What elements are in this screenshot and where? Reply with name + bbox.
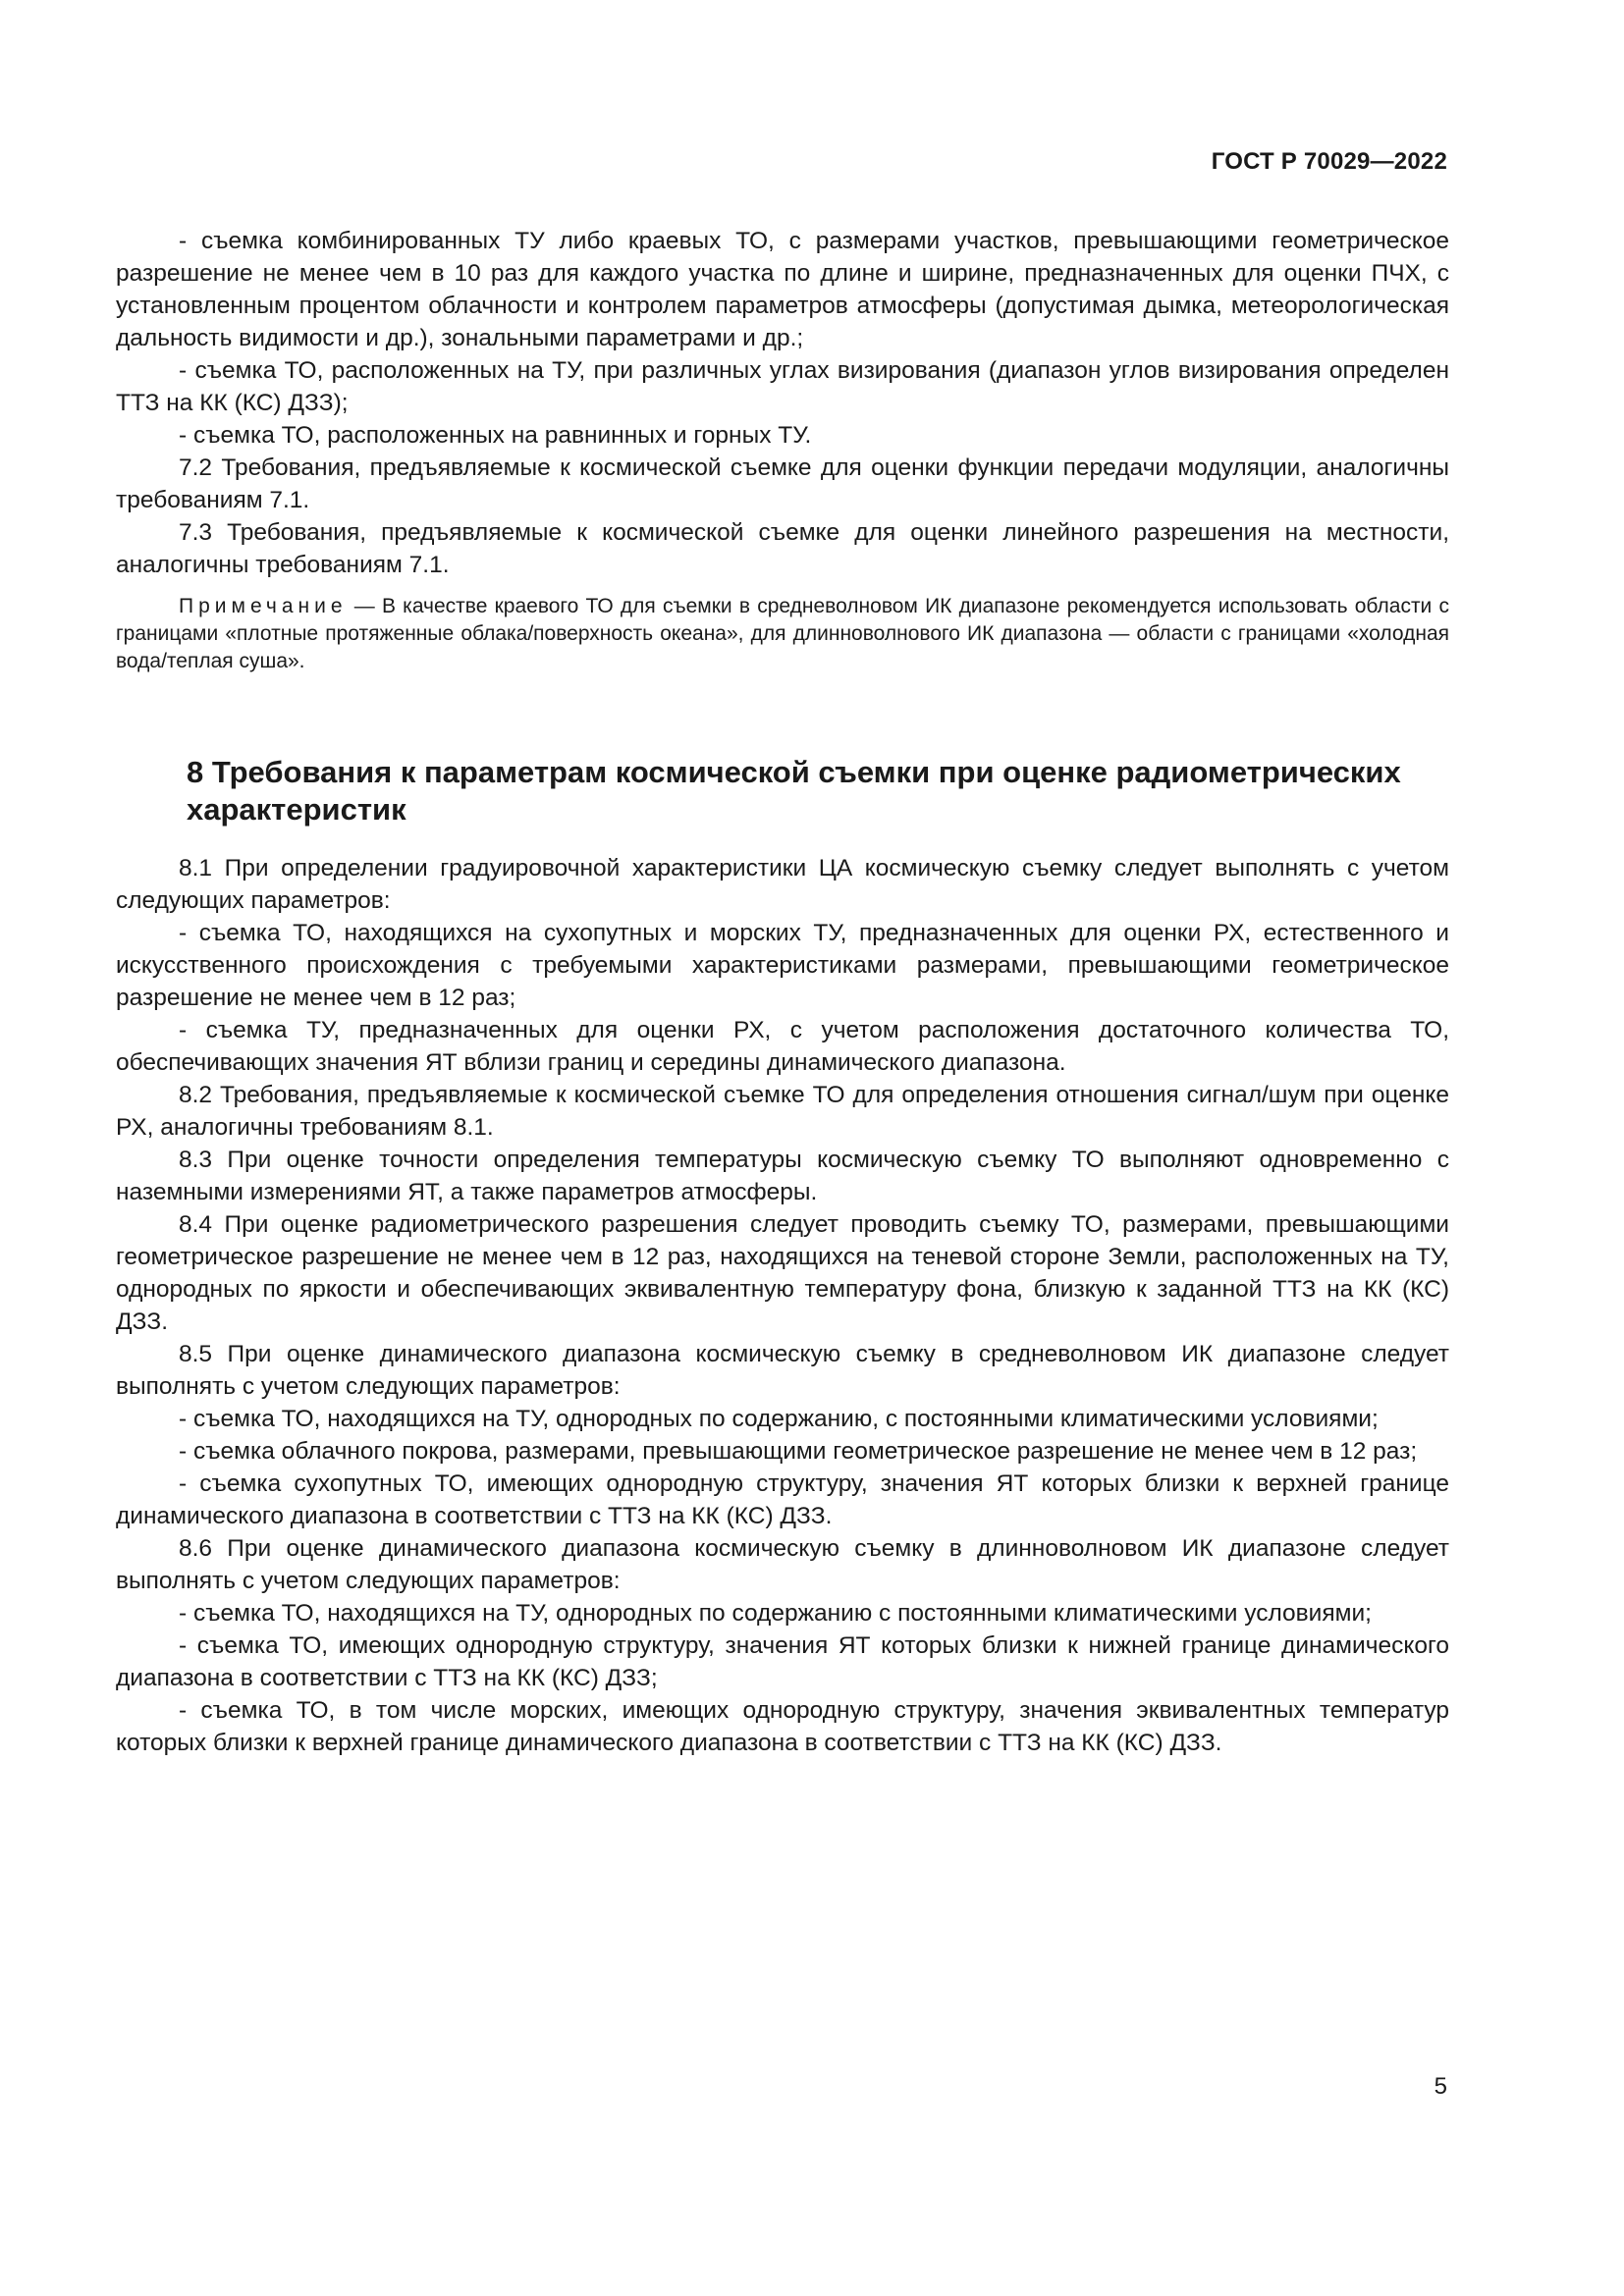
paragraph-8-4: 8.4 При оценке радиометрического разрешения следует проводить съемку ТО, размерами, превышающими геометрическое разрешение не менее чем в 12 раз, находящихся на теневой стороне Земли, расположенных на ТУ, однородных по яркости и обеспечивающих эквивалентную температуру фона, близкую к заданной ТТЗ на КК (КС) ДЗЗ. [116,1211,1449,1335]
section-8-body [116,852,1449,1759]
list-item-8-5-c: - съемка сухопутных ТО, имеющих однородную структуру, значения ЯТ которых близки к верхней границе динамического диапазона в соответствии с ТТЗ на КК (КС) ДЗЗ. [116,1470,1449,1529]
section-7-continuation [116,225,1449,675]
section-8 [116,754,1449,828]
document-header-id: ГОСТ Р 70029—2022 [1211,148,1447,175]
list-item-8-5-a: - съемка ТО, находящихся на ТУ, однородных по содержанию, с постоянными климатическими условиями; [179,1406,1379,1432]
note-block [116,593,1449,675]
section-8-heading: 8 Требования к параметрам космической съемки при оценке радиометрических характеристик [187,755,1401,827]
list-item-survey-angles: - съемка ТО, расположенных на ТУ, при различных углах визирования (диапазон углов визирования определен ТТЗ на КК (КС) ДЗЗ); [116,357,1449,416]
page-number: 5 [1434,2073,1447,2100]
list-item-8-1-b: - съемка ТУ, предназначенных для оценки РХ, с учетом расположения достаточного количества ТО, обеспечивающих значения ЯТ вблизи границ и середины динамического диапазона. [116,1017,1449,1076]
paragraph-8-2: 8.2 Требования, предъявляемые к космической съемке ТО для определения отношения сигнал/шум при оценке РХ, аналогичны требованиям 8.1. [116,1082,1449,1141]
note-text: — В качестве краевого ТО для съемки в средневолновом ИК диапазоне рекомендуется использовать области с границами «плотные протяженные облака/поверхность океана», для длинноволнового ИК диапазона — области с границами «холодная вода/теплая суша». [116,595,1449,672]
paragraph-8-1: 8.1 При определении градуировочной характеристики ЦА космическую съемку следует выполнять с учетом следующих параметров: [116,855,1449,914]
paragraph-7-2: 7.2 Требования, предъявляемые к космической съемке для оценки функции передачи модуляции, аналогичны требованиям 7.1. [116,454,1449,513]
list-item-8-6-b: - съемка ТО, имеющих однородную структуру, значения ЯТ которых близки к нижней границе динамического диапазона в соответствии с ТТЗ на КК (КС) ДЗЗ; [116,1632,1449,1691]
paragraph-8-6: 8.6 При оценке динамического диапазона космическую съемку в длинноволновом ИК диапазоне следует выполнять с учетом следующих параметров: [116,1535,1449,1594]
list-item-survey-combined: - съемка комбинированных ТУ либо краевых ТО, с размерами участков, превышающими геометрическое разрешение не менее чем в 10 раз для каждого участка по длине и ширине, предназначенных для оценки ПЧХ, с установленным процентом облачности и контролем параметров атмосферы (допустимая дымка, метеорологическая дальность видимости и др.), зональными параметрами и др.; [116,228,1449,351]
list-item-survey-terrain: - съемка ТО, расположенных на равнинных и горных ТУ. [179,422,812,449]
list-item-8-6-a: - съемка ТО, находящихся на ТУ, однородных по содержанию с постоянными климатическими условиями; [179,1600,1372,1627]
paragraph-8-3: 8.3 При оценке точности определения температуры космическую съемку ТО выполняют одновременно с наземными измерениями ЯТ, а также параметров атмосферы. [116,1147,1449,1205]
list-item-8-6-c: - съемка ТО, в том числе морских, имеющих однородную структуру, значения эквивалентных температур которых близки к верхней границе динамического диапазона в соответствии с ТТЗ на КК (КС) ДЗЗ. [116,1697,1449,1756]
note-label: Примечание [179,595,348,617]
paragraph-7-3: 7.3 Требования, предъявляемые к космической съемке для оценки линейного разрешения на местности, аналогичны требованиям 7.1. [116,519,1449,578]
list-item-8-1-a: - съемка ТО, находящихся на сухопутных и морских ТУ, предназначенных для оценки РХ, естественного и искусственного происхождения с требуемыми характеристиками размерами, превышающими геометрическое разрешение не менее чем в 12 раз; [116,920,1449,1011]
list-item-8-5-b: - съемка облачного покрова, размерами, превышающими геометрическое разрешение не менее чем в 12 раз; [179,1438,1418,1465]
paragraph-8-5: 8.5 При оценке динамического диапазона космическую съемку в средневолновом ИК диапазоне следует выполнять с учетом следующих параметров: [116,1341,1449,1400]
